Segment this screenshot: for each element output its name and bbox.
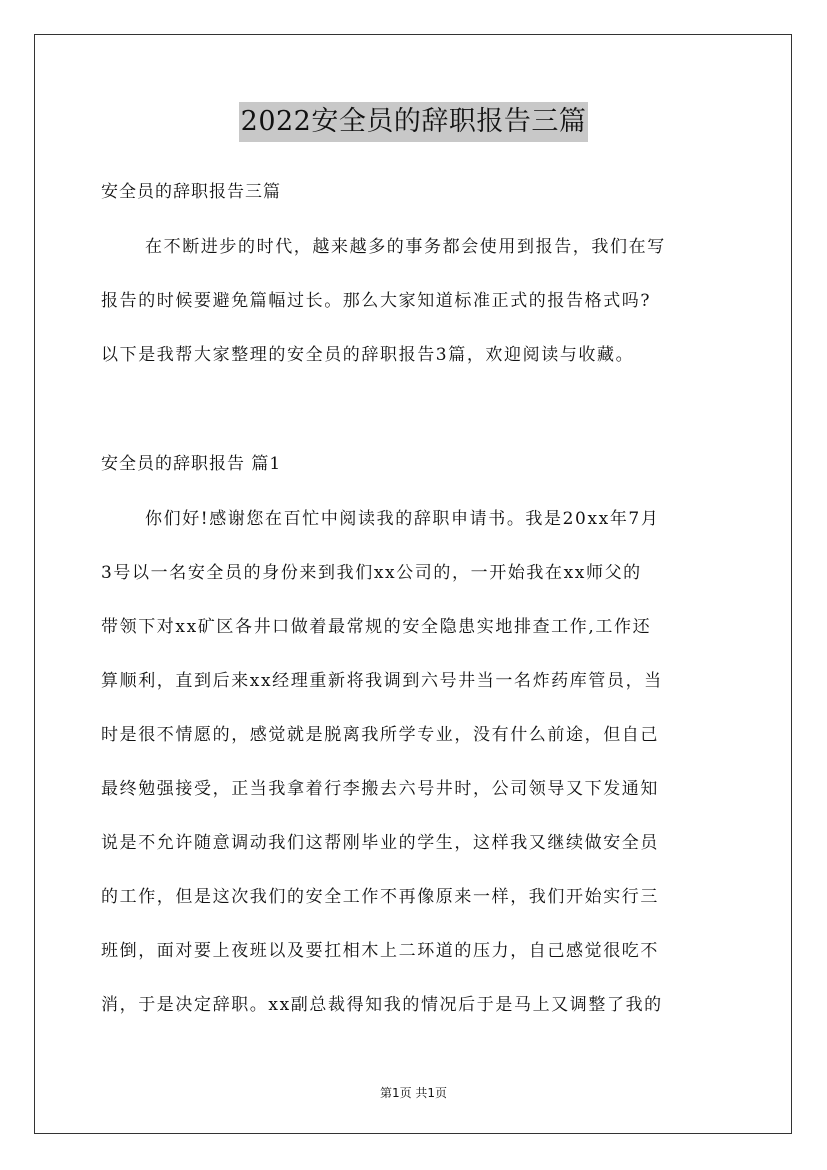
intro-paragraph <box>101 220 725 382</box>
body-line: 带领下对xx矿区各井口做着最常规的安全隐患实地排查工作,工作还 <box>101 617 652 637</box>
body-line: 3号以一名安全员的身份来到我们xx公司的，一开始我在xx师父的 <box>101 563 642 583</box>
body-line: 你们好!感谢您在百忙中阅读我的辞职申请书。我是20xx年7月 <box>145 509 660 529</box>
body-line: 最终勉强接受，正当我拿着行李搬去六号井时，公司领导又下发通知 <box>101 779 659 799</box>
intro-line: 在不断进步的时代，越来越多的事务都会使用到报告，我们在写 <box>145 237 666 257</box>
body-line: 的工作，但是这次我们的安全工作不再像原来一样，我们开始实行三 <box>101 887 659 907</box>
body-line: 班倒，面对要上夜班以及要扛相木上二环道的压力，自己感觉很吃不 <box>101 941 659 961</box>
section-heading: 安全员的辞职报告 篇1 <box>101 454 282 474</box>
intro-line: 以下是我帮大家整理的安全员的辞职报告3篇，欢迎阅读与收藏。 <box>101 345 635 365</box>
intro-line: 报告的时候要避免篇幅过长。那么大家知道标准正式的报告格式吗? <box>101 291 652 311</box>
title-container <box>0 102 827 142</box>
document-title: 2022安全员的辞职报告三篇 <box>239 102 589 142</box>
document-subtitle: 安全员的辞职报告三篇 <box>101 182 281 202</box>
body-line: 时是很不情愿的，感觉就是脱离我所学专业，没有什么前途，但自己 <box>101 725 659 745</box>
body-line: 算顺利，直到后来xx经理重新将我调到六号井当一名炸药库管员，当 <box>101 671 663 691</box>
body-paragraph <box>101 492 725 1032</box>
body-line: 说是不允许随意调动我们这帮刚毕业的学生，这样我又继续做安全员 <box>101 833 659 853</box>
body-line: 消，于是决定辞职。xx副总裁得知我的情况后于是马上又调整了我的 <box>101 995 663 1015</box>
page-footer: 第1页 共1页 <box>379 1086 448 1100</box>
